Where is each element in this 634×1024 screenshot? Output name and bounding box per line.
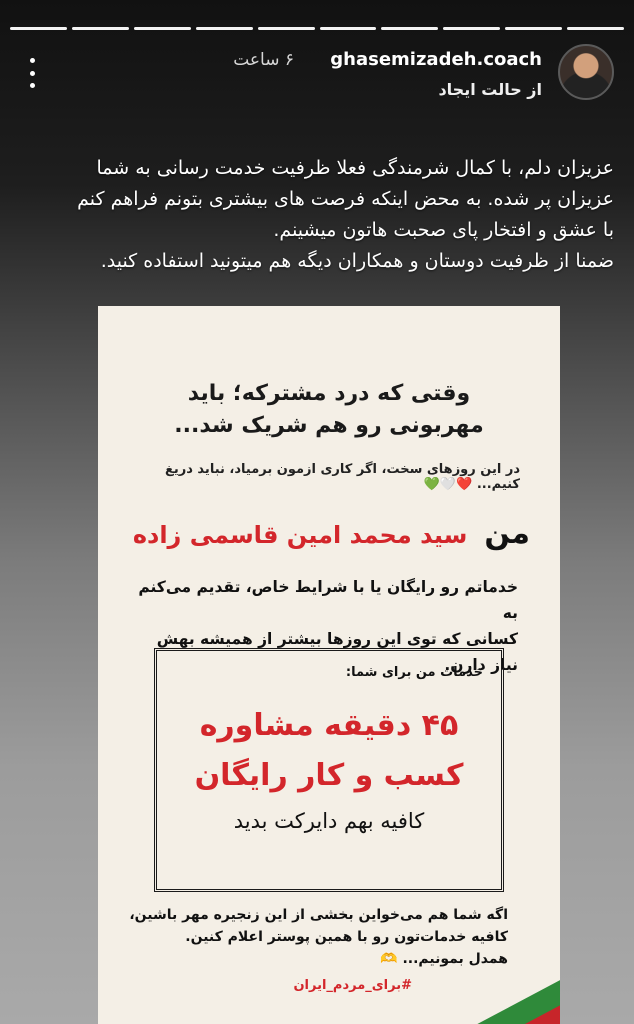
services-box: [154, 648, 504, 892]
poster-man: من: [484, 516, 530, 551]
caption-line: با عشق و افتخار پای صحبت هاتون میشینم.: [273, 219, 614, 241]
shared-poster[interactable]: [98, 306, 560, 1024]
caption-line: ضمنا از ظرفیت دوستان و همکاران دیگه هم میتونید استفاده کنید.: [100, 250, 614, 272]
services-box-title: خدمات من برای شما:: [345, 665, 483, 680]
story-progress-segment: [567, 27, 624, 30]
poster-headline-line: مهربونی رو هم شریک شد...: [174, 413, 484, 438]
story-header: [0, 40, 634, 110]
services-headline: [157, 701, 501, 801]
services-headline-line: کسب و کار رایگان: [194, 758, 464, 793]
poster-full-name: سید محمد امین قاسمی زاده: [132, 521, 468, 549]
hearts-emoji: ❤️🤍💚: [423, 477, 473, 492]
poster-tagline: [128, 462, 520, 492]
story-progress-segment: [196, 27, 253, 30]
post-time: ۶ ساعت: [233, 50, 294, 70]
story-progress-segment: [505, 27, 562, 30]
story-progress-segment: [72, 27, 129, 30]
story-progress-segment: [381, 27, 438, 30]
dot: [30, 58, 35, 63]
poster-offer-line: خدماتم رو رایگان یا با شرایط خاص، تقدیم می‌کنم به: [138, 578, 518, 622]
avatar[interactable]: [558, 44, 614, 100]
story-caption: [40, 153, 614, 277]
story-progress-bar: [10, 27, 624, 30]
poster-offer-line: کسانی که توی این روزها بیشتر از همیشه بهش نیاز دارن.: [156, 630, 518, 674]
more-vertical-icon[interactable]: [28, 58, 36, 88]
services-headline-line: ۴۵ دقیقه مشاوره: [199, 708, 459, 743]
poster-headline-line: وقتی که درد مشترکه؛ باید: [187, 381, 471, 406]
story-progress-segment: [320, 27, 377, 30]
story-progress-segment: [10, 27, 67, 30]
poster-footer-line: همدل بمونیم... 🫶: [380, 951, 508, 967]
poster-name-row: [118, 516, 530, 551]
caption-line: عزیزان دلم، با کمال شرمندگی فعلا ظرفیت خدمت رسانی به شما: [96, 157, 614, 179]
poster-footer-line: کافیه خدمات‌تون رو با همین پوستر اعلام کنین.: [185, 929, 508, 945]
poster-hashtag: #برای_مردم_ایران: [293, 978, 412, 993]
poster-footer: [128, 904, 508, 970]
username[interactable]: ghasemizadeh.coach: [330, 49, 542, 70]
story-progress-segment: [258, 27, 315, 30]
poster-footer-line: اگه شما هم می‌خواین بخشی از این زنجیره مهر باشین،: [129, 907, 508, 923]
services-cta: کافیه بهم دایرکت بدید: [233, 809, 425, 833]
story-subtitle[interactable]: از حالت ایجاد: [438, 80, 542, 99]
poster-headline: [98, 378, 560, 442]
dot: [30, 83, 35, 88]
story-progress-segment: [134, 27, 191, 30]
caption-line: عزیزان پر شده. به محض اینکه فرصت های بیشتری بتونم فراهم کنم: [77, 188, 614, 210]
dot: [30, 71, 35, 76]
poster-tagline-text: در این روزهای سخت، اگر کاری ازمون برمیاد، نباید دریغ کنیم...: [164, 462, 520, 492]
story-progress-segment: [443, 27, 500, 30]
